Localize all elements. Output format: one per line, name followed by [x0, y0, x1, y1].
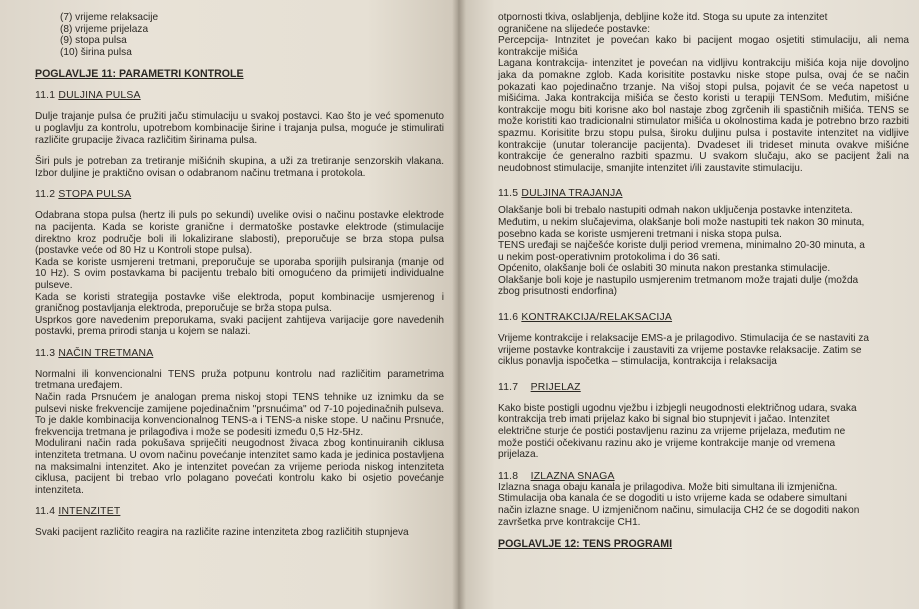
text-line: kontrakcija treb imati prijelaz kako bi signal bio stupnjevit i jačao. Intenzitet	[498, 414, 830, 426]
paragraph: Kada se koristi strategija postavke više elektroda, poput kombinacije usmjerenog i graničnog postavljanja elektroda, preporučuje se brža stopa pulsa.	[35, 291, 444, 315]
text-line: ciklus ponavlja ispočetka – stimulacija, kontrakcija i relaksacija	[498, 356, 777, 368]
paragraph-perception: Percepcija- Intnzitet je povećan kako bi pacijent mogao osjetiti stimulaciju, ali nema kontrakcije mišića	[498, 35, 909, 58]
text-line: može postići očekivanu razinu ako je vrijeme kontrakcije manje od vremena	[498, 437, 836, 449]
paragraph: Usprkos gore navedenim preporukama, svaki pacijent zahtijeva varijacije gore navedenih postavki, prema prirodi stanja u kojem se nalazi.	[35, 314, 444, 338]
paragraph: Način rada Prsnućem je analogan prema niskoj stopi TENS tehnike uz iznimku da se pulsevi niske frekvencije zamijene pojedinačnim "prsnućima" od 7-10 pojedinačnih pulseva. To je dakle kombinacija konvencionalnog TENS-a i TENS-a niske stope. U načinu Prsnuće, frekvencija tretmana je prilagođiva i može se podesiti između 0,5 Hz-5Hz.	[35, 392, 444, 438]
left-page	[0, 0, 458, 609]
section-number: 11.7	[498, 381, 519, 393]
section-title: INTENZITET	[58, 506, 121, 518]
chapter-title: POGLAVLJE 11: PARAMETRI KONTROLE	[35, 68, 244, 81]
paragraph: Svaki pacijent različito reagira na različite razine intenziteta zbog različitih stupnjeva	[35, 527, 409, 539]
text-line: Izlazna snaga obaju kanala je prilagodiva. Može biti simultana ili izmjenična.	[498, 481, 838, 493]
paragraph: Kada se koriste usmjereni tretmani, preporučuje se uporaba sporijih pulsiranja (manje od 10 Hz). S ovim postavkama bi pacijentu trebalo biti omogućeno da primijeti individualne pulseve.	[35, 256, 444, 291]
text-line: prijelaza.	[498, 449, 539, 461]
text-line: Vrijeme kontrakcije i relaksacije EMS-a je prilagodivo. Stimulacija će se nastaviti za	[498, 333, 869, 345]
paragraph: Širi puls je potreban za tretiranje mišićnih skupina, a uži za tretiranje senzorskih vlakana. Izbor duljine je praktično ovisan o odabranom načinu tretmana i protokola.	[35, 156, 444, 179]
paragraph-light-contraction: Lagana kontrakcija- intenzitet je povećan na vidljivu kontrakciju mišića koja nije dovoljno jaka da pomakne zglob. Kada korisitite postavku niske stope pulsa, ovaj će se način pokazati kao pojedinačno trzanje. Na višoj stopi pulsa, pojavit će se veća napetost u mišićima. Jaka kontrakcija mišića se često koristi u terapiji TENSom. Međutim, mišićne kontrakcije mogu biti korisne ako bol nastaje zbog zgrčenih ili spastičnih mišića. TENS se može koristiti kao tradicionalni stimulator mišića u okolnostima kada je potrebno brzo razbiti spazmu. Korisitite brzu stopu pulsa, široku duljinu pulsa i postavite intenzitet na vidljive kontrakcije (unutar tolerancije pacijenta). Dvadeset ili trideset minuta ovakve mišićne kontrakcije će generalno razbiti spazmu. U svakom slučaju, ako se pacijent žali na neudobnost stimulacije, smanjite intenzitet i/ili zaustavite stimulaciju.	[498, 58, 909, 174]
section-title: STOPA PULSA	[58, 189, 132, 201]
paragraph: Dulje trajanje pulsa će pružiti jaču stimulaciju u svakoj postavci. Kao što je već spomenuto u poglavlju za kontrolu, upotrebom kombinacije širine i trajanja pulsa, moguće je stimulirati različite grupacije živaca različitim širinama pulsa.	[35, 111, 444, 146]
section-title: IZLAZNA SNAGA	[530, 470, 615, 482]
list-item: (7) vrijeme relaksacije	[60, 12, 159, 23]
text-line: otpornosti tkiva, oslabljenja, debljine kože itd. Stoga su upute za intenzitet	[498, 12, 828, 23]
right-page	[458, 0, 919, 609]
list-item: (10) širina pulsa	[60, 46, 132, 58]
section-heading	[498, 382, 909, 393]
text-line: vrijeme postavke kontrakcije i zaustaviti za vrijeme postavke relaksacije. Zatim se	[498, 344, 862, 356]
section-title: NAČIN TRETMANA	[58, 347, 154, 359]
paragraph: Normalni ili konvencionalni TENS pruža potpunu kontrolu nad različitim parametrima tretmana uređajem.	[35, 368, 444, 392]
chapter-title: POGLAVLJE 12: TENS PROGRAMI	[498, 538, 673, 551]
section-heading	[35, 348, 444, 359]
text-line: TENS uređaji se najčešće koriste dulji period vremena, minimalno 20-30 minuta, a	[498, 240, 865, 252]
section-number: 11.5	[498, 188, 519, 200]
section-number: 11.8	[498, 470, 519, 482]
text-line: završetka prve kontrakcije CH1.	[498, 516, 641, 528]
text-line: posebno kada se koriste usmjereni tretmani i niska stopa pulsa.	[498, 228, 782, 240]
text-line: električne sturje će postići postavljenu razinu za vrijeme prijelaza, međutim ne	[498, 426, 846, 438]
text-line: ograničene na slijedeće postavke:	[498, 23, 651, 35]
section-heading	[498, 471, 909, 482]
book-gutter-shadow	[452, 0, 466, 609]
paragraph: Odabrana stopa pulsa (hertz ili puls po sekundi) uvelike ovisi o načinu postavke elektrode na pacijenta. Kada se koriste granične i dermatoške postavke elektrode (stimulacije direktno kroz područje boli ili lokalizirane slabosti), preporučuje se brza stopa pulsa (postavke veće od 80 Hz u Kontroli stope pulsa).	[35, 210, 444, 257]
section-heading	[35, 506, 444, 517]
text-line: Stimulacija oba kanala će se dogoditi u isto vrijeme kada se odabere simultani	[498, 493, 847, 505]
section-number: 11.4	[35, 506, 56, 518]
text-line: Međutim, u nekim slučajevima, olakšanje boli može nastupiti tek nakon 30 minuta,	[498, 216, 865, 228]
section-number: 11.2	[35, 189, 56, 201]
paragraph: Modulirani način rada pokušava spriječiti neugodnost živaca zbog kontinuiranih ciklusa intenziteta tretmana. U ovom načinu povećanje intenzitet samo kada je jedinica postavljena na maksimalni intenzitet. Ako je intenzitet povećan za vrijeme perioda niskog intenziteta ciklusa, pacijent bi trebao vrlo polagano povećati kontrolu kako bi osjetio povećanje intenziteta.	[35, 438, 444, 496]
section-heading	[35, 189, 444, 200]
section-title: DULJINA PULSA	[58, 90, 141, 102]
section-number: 11.6	[498, 312, 519, 324]
text-line: Olakšanje boli bi trebalo nastupiti odmah nakon uključenja postavke intenziteta.	[498, 205, 853, 217]
text-line: Općenito, olakšanje boli će oslabiti 30 minuta nakon prestanka stimulacije.	[498, 263, 831, 275]
section-number: 11.3	[35, 347, 56, 359]
section-heading	[498, 188, 909, 199]
section-title: DULJINA TRAJANJA	[521, 188, 623, 200]
section-title: PRIJELAZ	[530, 381, 581, 393]
list-item: (9) stopa pulsa	[60, 35, 127, 47]
section-heading	[498, 312, 909, 323]
text-line: zbog prisutnosti endorfina)	[498, 286, 617, 298]
text-line: način izlazne snage. U izmjeničnom načinu, simulacija CH2 će se dogoditi nakon	[498, 505, 860, 516]
section-title: KONTRAKCIJA/RELAKSACIJA	[521, 312, 673, 324]
text-line: Olakšanje boli koje je nastupilo usmjerenim tretmanom može trajati dulje (možda	[498, 274, 859, 286]
text-line: Kako biste postigli ugodnu vježbu i izbjegli neugodnosti električnog udara, svaka	[498, 402, 857, 414]
list-item: (8) vrijeme prijelaza	[60, 23, 149, 35]
section-heading	[35, 90, 444, 101]
text-line: u nekim post-operativnim protokolima i do 36 sati.	[498, 251, 721, 263]
section-number: 11.1	[35, 90, 56, 102]
